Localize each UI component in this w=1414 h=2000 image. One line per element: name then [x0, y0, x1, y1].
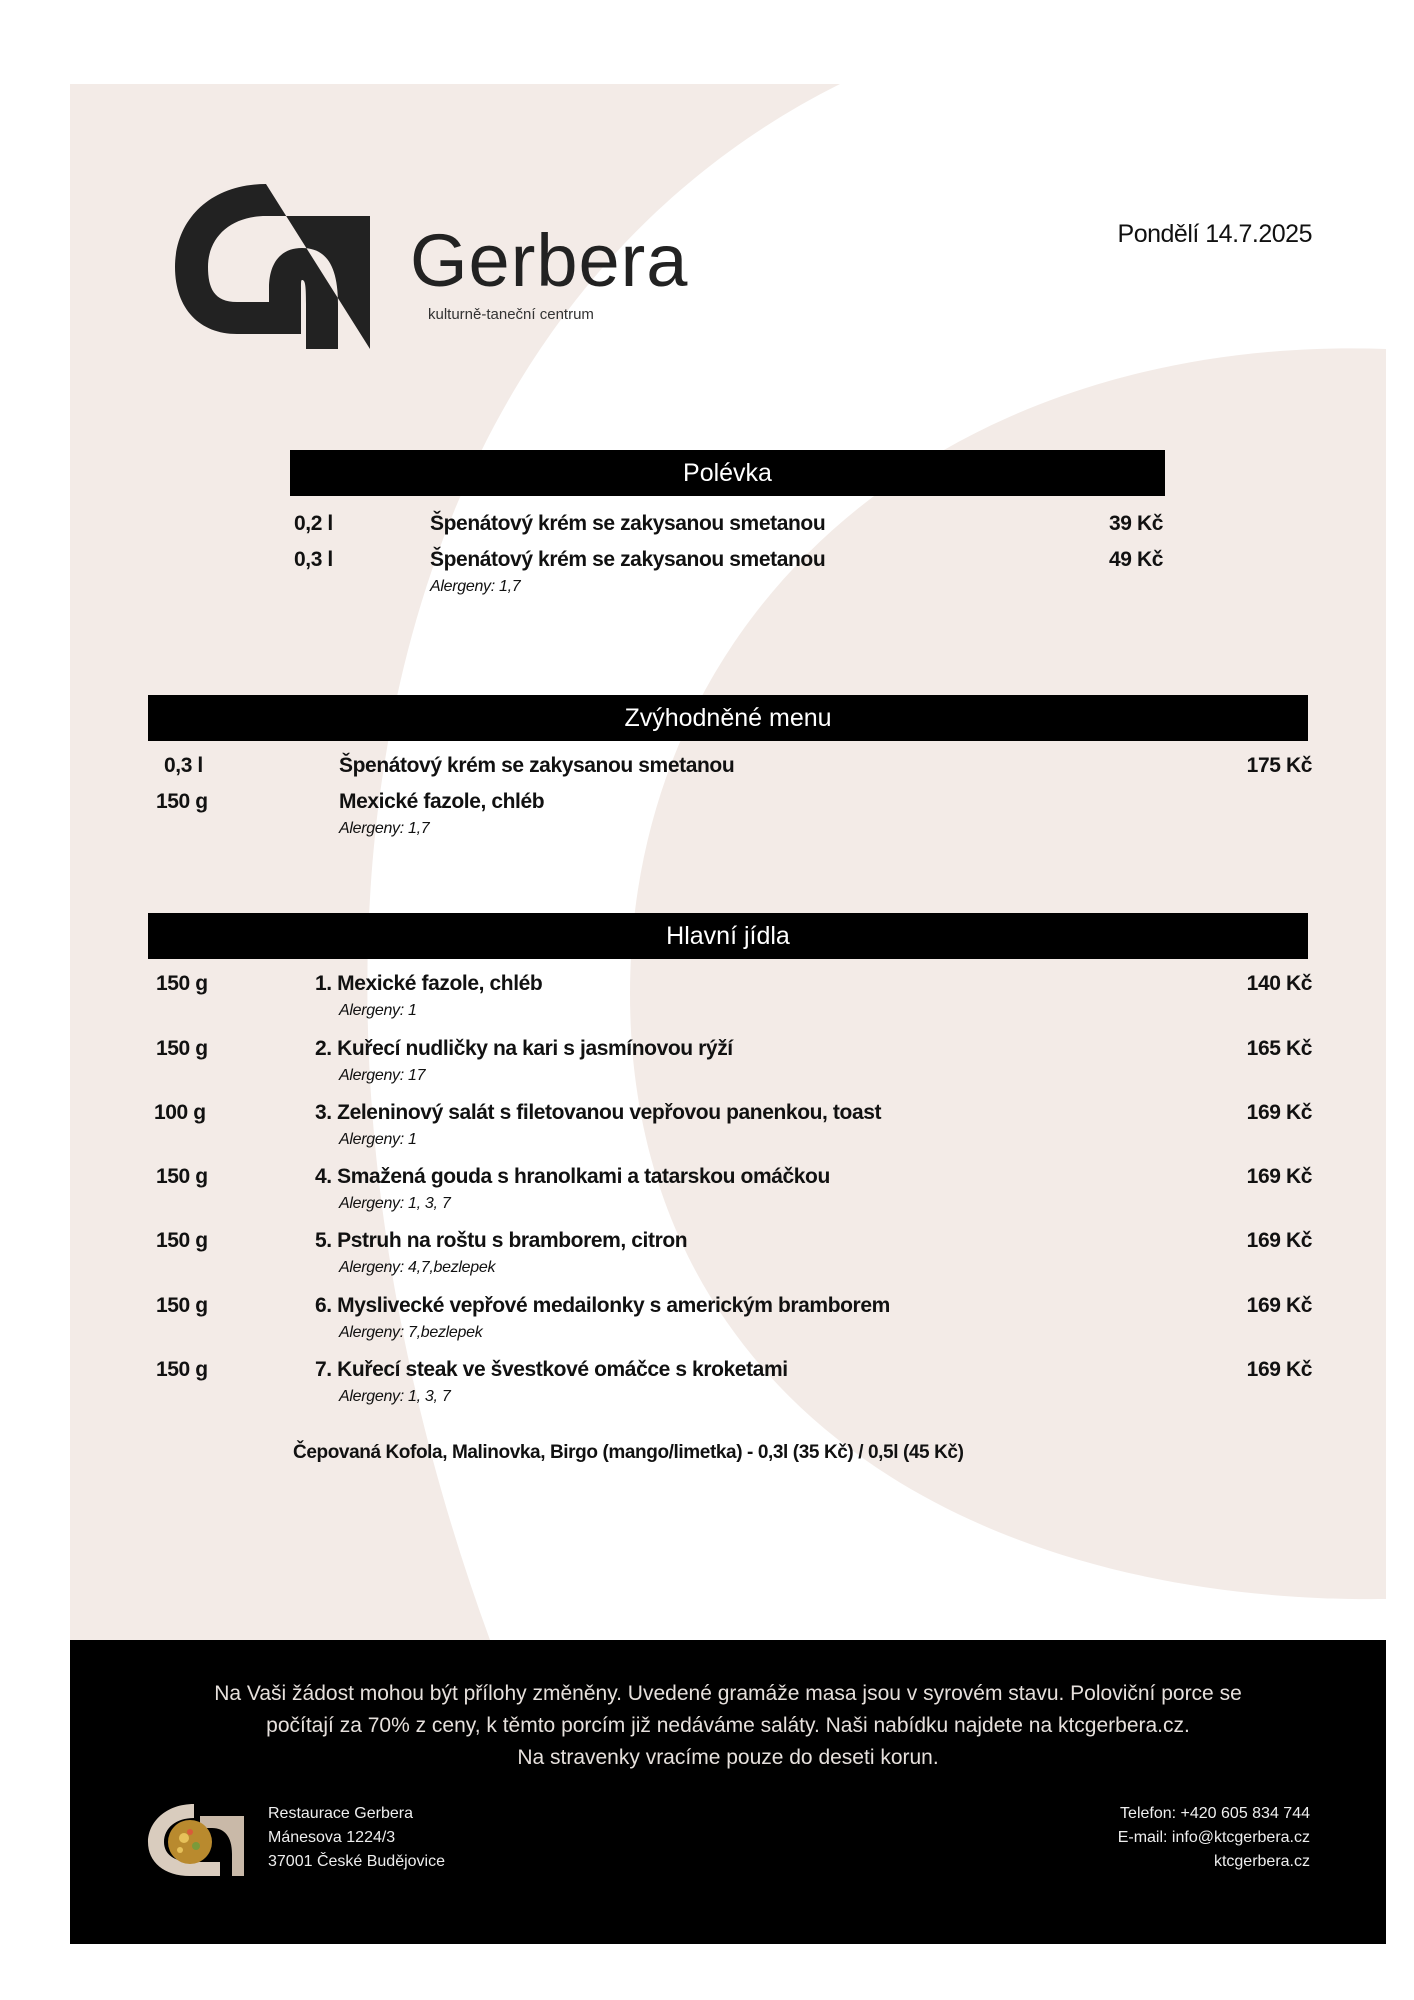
main-portion: 150 g: [156, 1037, 208, 1060]
main-dish-name: 3. Zeleninový salát s filetovanou vepřovou panenkou, toast: [315, 1101, 882, 1124]
brand-tagline: kulturně-taneční centrum: [428, 306, 594, 323]
restaurant-logo-icon: [144, 1796, 248, 1878]
combo-portion: 150 g: [156, 790, 208, 813]
soup-portion: 0,2 l: [294, 512, 333, 535]
main-dish-name: 2. Kuřecí nudličky na kari s jasmínovou rýží: [315, 1037, 733, 1060]
main-portion: 150 g: [156, 1358, 208, 1381]
main-dish-name: 5. Pstruh na roštu s bramborem, citron: [315, 1229, 688, 1252]
contact-phone: Telefon: +420 605 834 744: [1120, 1805, 1310, 1822]
main-dish-name: 1. Mexické fazole, chléb: [315, 972, 543, 995]
soup-price: 49 Kč: [1108, 548, 1163, 571]
address-name: Restaurace Gerbera: [268, 1805, 413, 1822]
section-header-mains: Hlavní jídla: [148, 913, 1308, 959]
brand-name: Gerbera: [410, 219, 689, 302]
main-portion: 150 g: [156, 1165, 208, 1188]
main-dish-name: 4. Smažená gouda s hranolkami a tatarskou omáčkou: [315, 1165, 830, 1188]
main-portion: 100 g: [154, 1101, 206, 1124]
menu-page: [70, 84, 1386, 1944]
drinks-offer: Čepovaná Kofola, Malinovka, Birgo (mango/limetka) - 0,3l (35 Kč) / 0,5l (45 Kč): [293, 1442, 964, 1463]
main-allergens: Alergeny: 7,bezlepek: [339, 1324, 483, 1341]
main-allergens: Alergeny: 4,7,bezlepek: [339, 1259, 496, 1276]
menu-date: Pondělí 14.7.2025: [1117, 220, 1312, 248]
main-price: 165 Kč: [1246, 1037, 1312, 1060]
contact-web: ktcgerbera.cz: [1213, 1853, 1310, 1870]
main-portion: 150 g: [156, 972, 208, 995]
main-dish-name: 7. Kuřecí steak ve švestkové omáčce s kroketami: [315, 1358, 788, 1381]
main-price: 169 Kč: [1246, 1165, 1312, 1188]
footer-note-line: Na Vaši žádost mohou být přílohy změněny. Uvedené gramáže masa jsou v syrovém stavu. Poloviční porce se: [214, 1682, 1242, 1705]
soup-name: Špenátový krém se zakysanou smetanou: [430, 512, 826, 535]
contact-email: E-mail: info@ktcgerbera.cz: [1117, 1829, 1310, 1846]
main-price: 169 Kč: [1246, 1101, 1312, 1124]
main-allergens: Alergeny: 1: [339, 1002, 417, 1019]
main-price: 140 Kč: [1246, 972, 1312, 995]
soup-name: Špenátový krém se zakysanou smetanou: [430, 548, 826, 571]
main-allergens: Alergeny: 1, 3, 7: [339, 1388, 451, 1405]
section-header-soup: Polévka: [290, 450, 1165, 496]
main-allergens: Alergeny: 1: [339, 1131, 417, 1148]
soup-portion: 0,3 l: [294, 548, 333, 571]
main-portion: 150 g: [156, 1294, 208, 1317]
main-dish-name: 6. Myslivecké vepřové medailonky s americkým bramborem: [315, 1294, 890, 1317]
combo-item-name: Špenátový krém se zakysanou smetanou: [339, 754, 735, 777]
main-portion: 150 g: [156, 1229, 208, 1252]
footer-note: [70, 1678, 1386, 1774]
restaurant-address: [268, 1802, 445, 1874]
footer-note-line: počítají za 70% z ceny, k těmto porcím již nedáváme saláty. Naši nabídku najdete na ktcgerbera.cz.: [266, 1714, 1190, 1737]
address-street: Mánesova 1224/3: [268, 1829, 396, 1846]
section-header-combo: Zvýhodněné menu: [148, 695, 1308, 741]
soup-allergens: Alergeny: 1,7: [430, 578, 521, 595]
main-price: 169 Kč: [1246, 1294, 1312, 1317]
gerbera-logo-icon: [170, 184, 375, 349]
combo-portion: 0,3 l: [164, 754, 203, 777]
footer: [70, 1640, 1386, 1944]
combo-allergens: Alergeny: 1,7: [339, 820, 430, 837]
address-city: 37001 České Budějovice: [268, 1853, 446, 1870]
main-price: 169 Kč: [1246, 1358, 1312, 1381]
combo-item-name: Mexické fazole, chléb: [339, 790, 545, 813]
main-allergens: Alergeny: 17: [339, 1067, 426, 1084]
soup-price: 39 Kč: [1108, 512, 1163, 535]
main-price: 169 Kč: [1246, 1229, 1312, 1252]
restaurant-contact: [1118, 1802, 1310, 1874]
footer-note-line: Na stravenky vracíme pouze do deseti korun.: [517, 1746, 939, 1769]
combo-price: 175 Kč: [1246, 754, 1312, 777]
main-allergens: Alergeny: 1, 3, 7: [339, 1195, 451, 1212]
